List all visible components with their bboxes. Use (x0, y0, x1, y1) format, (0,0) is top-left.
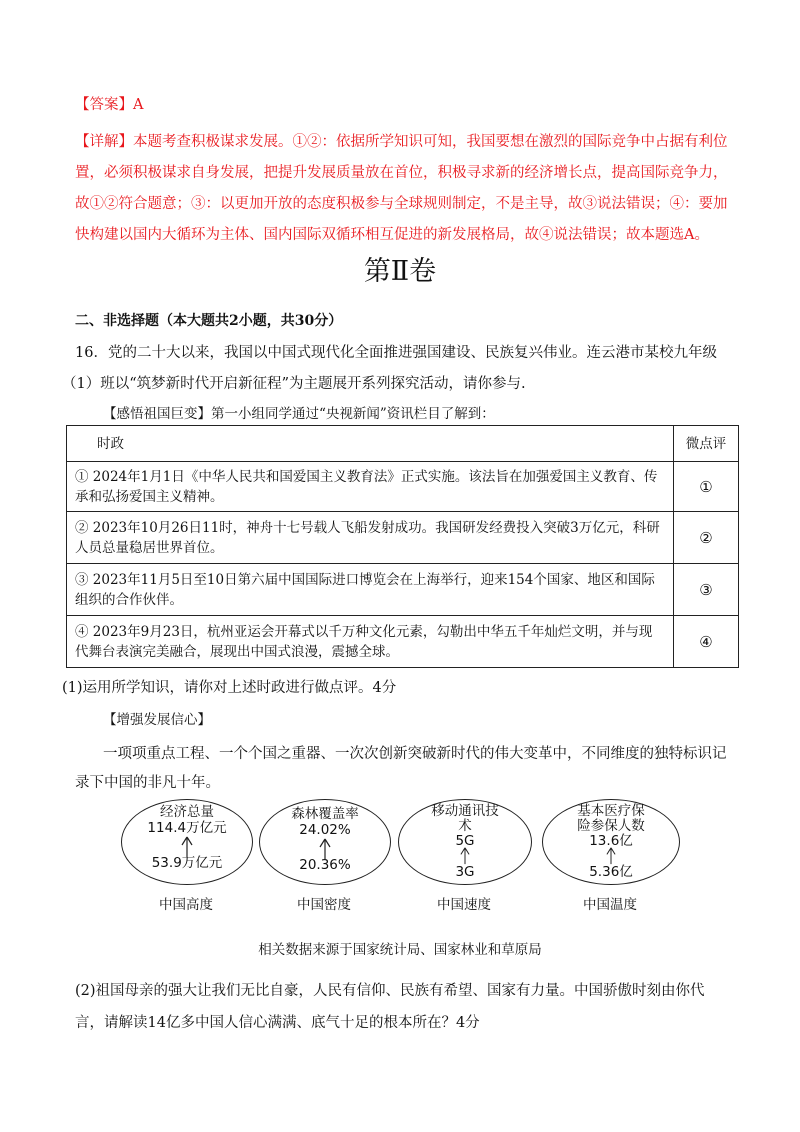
question-16-intro-2: （1）班以“筑梦新时代开启新征程”为主题展开系列探究活动，请你参与. (62, 376, 526, 392)
up-arrow-icon (604, 847, 618, 865)
answer-detail: 【详解】本题考查积极谋求发展。①②：依据所学知识可知，我国要想在激烈的国际竞争中占据有利位置，必须积极谋求自身发展，把提升发展质量放在首位，积极寻求新的经济增长点，提高国际竞争力，故①②符合题意；③：以更加开放的态度积极参与全球规则制定，不是主导，故③说法错误；④：要加快构建以国内大循环为主体、国内国际双循环相互促进的新发展格局，故④说法错误；故本题选A。 (75, 134, 728, 243)
bubble-bottom-value: 3G (455, 864, 475, 880)
table-cell-news: ② 2023年10月26日11时，神舟十七号载人飞船发射成功。我国研发经费投入突破3万亿元，科研人员总量稳居世界首位。 (67, 512, 674, 564)
bubble-forest (259, 799, 391, 885)
up-arrow-icon (458, 847, 472, 865)
news-table (66, 425, 739, 668)
table-header-row (67, 426, 739, 462)
table-row (67, 616, 739, 668)
bubble-title: 移动通讯技 (431, 803, 499, 819)
question-1: (1)运用所学知识，请你对上述时政进行做点评。4分 (62, 680, 397, 696)
part2-heading: 【增强发展信心】 (103, 712, 211, 728)
table-row (67, 512, 739, 564)
bubble-title-line2: 险参保人数 (577, 818, 645, 834)
bubble-top-value: 24.02% (299, 822, 351, 838)
bubble-label: 中国密度 (297, 897, 351, 913)
part1-heading: 【感悟祖国巨变】第一小组同学通过“央视新闻”资讯栏目了解到： (103, 406, 495, 422)
bubble-economy (121, 799, 253, 885)
question-2: (2)祖国母亲的强大让我们无比自豪，人民有信仰、民族有希望、国家有力量。中国骄傲时刻由你代言，请解读14亿多中国人信心满满、底气十足的根本所在？4分 (75, 983, 705, 1031)
table-cell-news: ③ 2023年11月5日至10日第六届中国国际进口博览会在上海举行，迎来154个国家、地区和国际组织的合作伙伴。 (67, 564, 674, 616)
table-header-comment: 微点评 (674, 426, 739, 462)
bubble-top-value: 114.4万亿元 (147, 820, 227, 836)
bubble-label: 中国速度 (437, 897, 491, 913)
bubble-mobile (398, 799, 532, 885)
bubble-top-value: 13.6亿 (589, 833, 633, 849)
bubble-top-value: 5G (455, 833, 475, 849)
bubble-label: 中国高度 (159, 897, 213, 913)
table-cell-mark: ③ (674, 564, 739, 616)
bubble-bottom-value: 53.9万亿元 (151, 855, 223, 871)
question-16-intro: 16．党的二十大以来，我国以中国式现代化全面推进强国建设、民族复兴伟业。连云港市某校九年级 (75, 345, 717, 361)
table-cell-news: ④ 2023年9月23日，杭州亚运会开幕式以千万种文化元素，勾勒出中华五千年灿烂文明，并与现代舞台表演完美融合，展现出中国式浪漫，震撼全球。 (67, 616, 674, 668)
part2-text: 一项项重点工程、一个个国之重器、一次次创新突破新时代的伟大变革中，不同维度的独特标识记录下中国的非凡十年。 (75, 746, 727, 791)
bubble-title: 基本医疗保 (577, 803, 645, 819)
table-cell-news: ① 2024年1月1日《中华人民共和国爱国主义教育法》正式实施。该法旨在加强爱国主义教育、传承和弘扬爱国主义精神。 (67, 462, 674, 512)
table-cell-mark: ④ (674, 616, 739, 668)
bubble-bottom-value: 20.36% (299, 857, 351, 873)
bubble-title: 经济总量 (160, 804, 214, 820)
table-header-news: 时政 (67, 426, 674, 462)
volume-title: 第Ⅱ卷 (363, 256, 437, 287)
bubble-bottom-value: 5.36亿 (589, 864, 633, 880)
table-row (67, 564, 739, 616)
table-cell-mark: ① (674, 462, 739, 512)
source-note: 相关数据来源于国家统计局、国家林业和草原局 (258, 942, 542, 958)
table-cell-mark: ② (674, 512, 739, 564)
bubble-medical (542, 799, 680, 885)
answer-line: 【答案】A (75, 97, 144, 113)
bubble-title: 森林覆盖率 (291, 806, 359, 822)
bubble-title-line2: 术 (458, 818, 472, 834)
bubble-label: 中国温度 (583, 897, 637, 913)
section-title: 二、非选择题（本大题共2小题，共30分） (75, 313, 343, 329)
table-row (67, 462, 739, 512)
